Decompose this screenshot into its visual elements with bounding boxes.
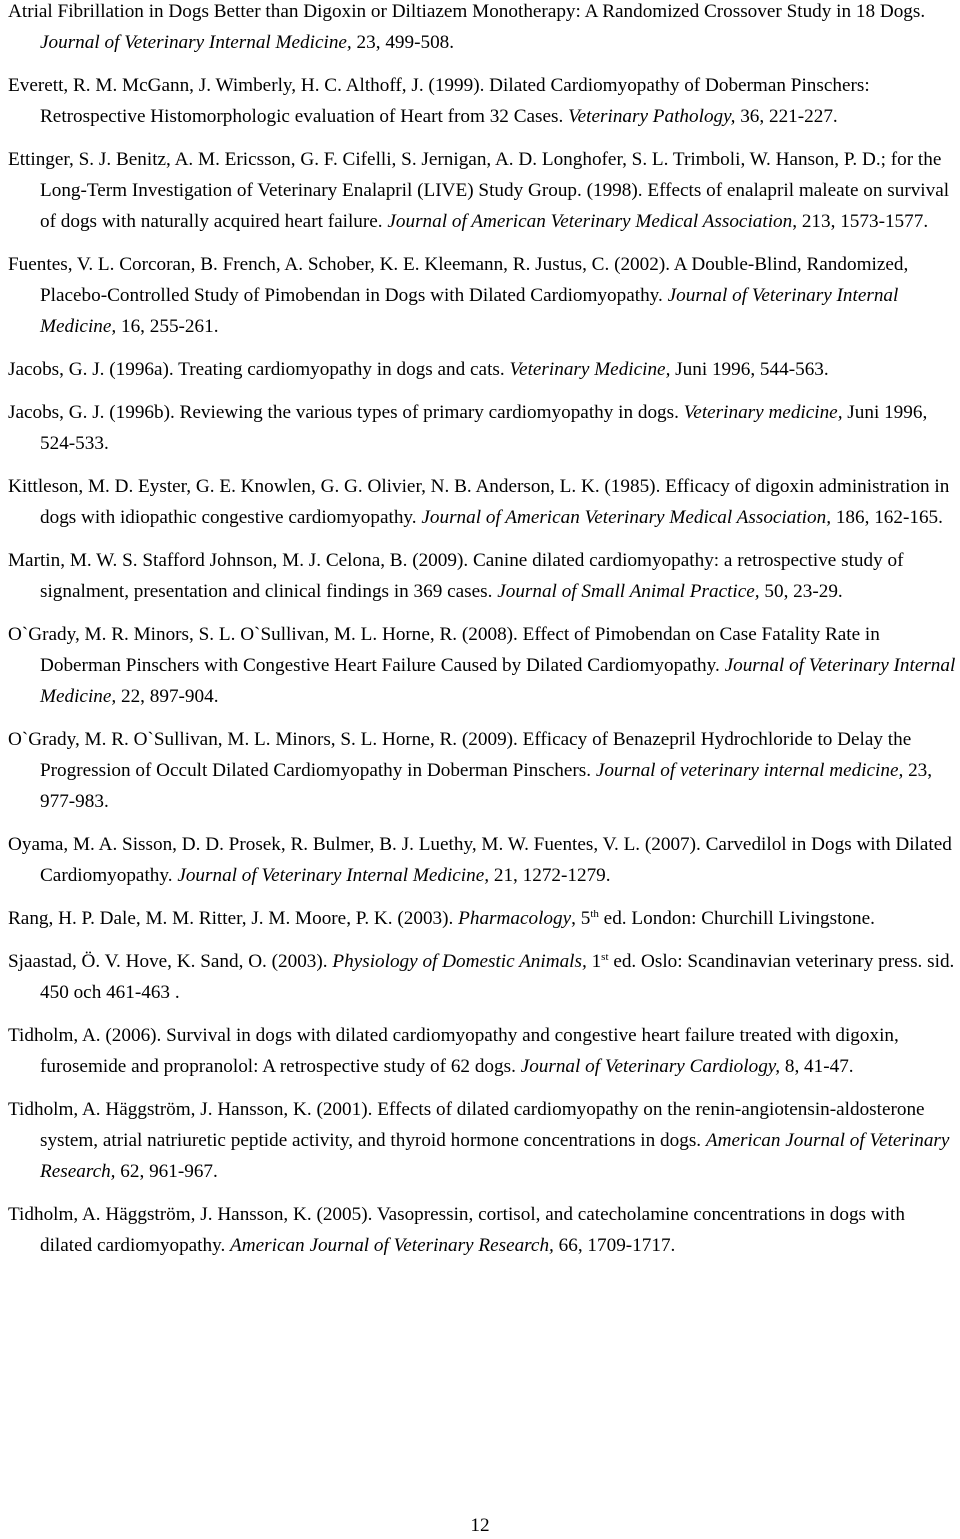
reference-text: O`Grady, M. R. Minors, S. L. O`Sullivan, M. L. Horne, R. (2008). Effect of Pimobendan on Case Fatality Rate in Doberman Pinschers with Congestive Heart Failure Caused by Dilated Cardiomyopathy.	[8, 624, 880, 676]
journal-title: Veterinary Pathology,	[568, 106, 736, 127]
reference-details: , 5	[571, 908, 591, 929]
journal-title: Journal of American Veterinary Medical Association,	[421, 507, 832, 528]
reference-item	[8, 619, 956, 712]
reference-item	[8, 354, 956, 385]
reference-details: 16, 255-261.	[116, 316, 219, 337]
reference-details: 1	[586, 951, 602, 972]
reference-item	[8, 471, 956, 533]
reference-text: Tidholm, A. Häggström, J. Hansson, K. (2005). Vasopressin, cortisol, and catecholamine concentrations in dogs with dilated cardiomyopathy.	[8, 1204, 905, 1256]
reference-text: Tidholm, A. (2006). Survival in dogs with dilated cardiomyopathy and congestive heart failure treated with digoxin, furosemide and propranolol: A retrospective study of 62 dogs.	[8, 1025, 899, 1077]
reference-text: Fuentes, V. L. Corcoran, B. French, A. Schober, K. E. Kleemann, R. Justus, C. (2002). A Double-Blind, Randomized, Placebo-Controlled Study of Pimobendan in Dogs with Dilated Cardiomyopathy.	[8, 254, 909, 306]
reference-text: Sjaastad, Ö. V. Hove, K. Sand, O. (2003).	[8, 951, 333, 972]
reference-text: Jacobs, G. J. (1996b). Reviewing the various types of primary cardiomyopathy in dogs.	[8, 402, 684, 423]
reference-details: 23, 499-508.	[351, 32, 455, 53]
journal-title: American Journal of Veterinary Research,	[230, 1235, 554, 1256]
reference-text: Rang, H. P. Dale, M. M. Ritter, J. M. Moore, P. K. (2003).	[8, 908, 459, 929]
reference-details: 8, 41-47.	[780, 1056, 854, 1077]
reference-details-continued: ed. London: Churchill Livingstone.	[598, 908, 875, 929]
reference-details: 36, 221-227.	[735, 106, 838, 127]
reference-item	[8, 0, 956, 58]
reference-details: Juni 1996, 524-533.	[40, 402, 928, 454]
reference-item	[8, 724, 956, 817]
journal-title: Journal of American Veterinary Medical Association	[387, 211, 793, 232]
reference-item	[8, 545, 956, 607]
journal-title: Pharmacology	[458, 908, 572, 929]
reference-details-continued: ed. Oslo: Scandinavian veterinary press. sid. 450 och 461-463 .	[40, 951, 955, 1003]
reference-item	[8, 249, 956, 342]
reference-item	[8, 829, 956, 891]
reference-details: 186, 162-165.	[831, 507, 943, 528]
reference-text: O`Grady, M. R. O`Sullivan, M. L. Minors, S. L. Horne, R. (2009). Efficacy of Benazepril Hydrochloride to Delay the Progression of Occult Dilated Cardiomyopathy in Doberman Pinschers.	[8, 729, 912, 781]
page-number: 12	[470, 1515, 490, 1536]
reference-text: Ettinger, S. J. Benitz, A. M. Ericsson, G. F. Cifelli, S. Jernigan, A. D. Longhofer, S. L. Trimboli, W. Hanson, P. D.; for the Long-Term Investigation of Veterinary Enalapril (LIVE) Study Group. (1998). Effects of enalapril maleate on survival of dogs with naturally acquired heart failure.	[8, 149, 950, 232]
journal-title: Journal of Veterinary Cardiology,	[520, 1056, 781, 1077]
journal-title: Veterinary medicine,	[683, 402, 843, 423]
journal-title: Veterinary Medicine,	[509, 359, 671, 380]
reference-details: 22, 897-904.	[116, 686, 219, 707]
journal-title: American Journal of Veterinary Research,	[40, 1130, 950, 1182]
reference-item	[8, 397, 956, 459]
reference-text: Oyama, M. A. Sisson, D. D. Prosek, R. Bulmer, B. J. Luethy, M. W. Fuentes, V. L. (2007). Carvedilol in Dogs with Dilated Cardiomyopathy.	[8, 834, 952, 886]
reference-details: 50, 23-29.	[759, 581, 843, 602]
journal-title: Journal of Veterinary Internal Medicine,	[40, 655, 956, 707]
reference-item	[8, 903, 956, 934]
reference-details: 62, 961-967.	[115, 1161, 218, 1182]
journal-title: Journal of veterinary internal medicine,	[595, 760, 904, 781]
reference-details: 66, 1709-1717.	[553, 1235, 676, 1256]
reference-details: 23, 977-983.	[40, 760, 933, 812]
reference-list	[8, 0, 956, 1273]
reference-text: Jacobs, G. J. (1996a). Treating cardiomyopathy in dogs and cats.	[8, 359, 510, 380]
reference-text: Kittleson, M. D. Eyster, G. E. Knowlen, G. G. Olivier, N. B. Anderson, L. K. (1985). Efficacy of digoxin administration in dogs with idiopathic congestive cardiomyopathy.	[8, 476, 950, 528]
reference-text: Martin, M. W. S. Stafford Johnson, M. J. Celona, B. (2009). Canine dilated cardiomyopathy: a retrospective study of signalment, presentation and clinical findings in 369 cases.	[8, 550, 904, 602]
journal-title: Physiology of Domestic Animals,	[332, 951, 587, 972]
reference-item	[8, 946, 956, 1008]
reference-item	[8, 144, 956, 237]
journal-title: Journal of Small Animal Practice,	[497, 581, 760, 602]
reference-item	[8, 70, 956, 132]
reference-details: , 213, 1573-1577.	[792, 211, 929, 232]
reference-text: Atrial Fibrillation in Dogs Better than Digoxin or Diltiazem Monotherapy: A Randomized Crossover Study in 18 Dogs.	[8, 1, 926, 22]
journal-title: Journal of Veterinary Internal Medicine,	[40, 32, 352, 53]
journal-title: Journal of Veterinary Internal Medicine,	[40, 285, 899, 337]
reference-details: 21, 1272-1279.	[489, 865, 611, 886]
edition-superscript: th	[590, 908, 599, 920]
reference-text: Everett, R. M. McGann, J. Wimberly, H. C. Althoff, J. (1999). Dilated Cardiomyopathy of Doberman Pinschers: Retrospective Histomorphologic evaluation of Heart from 32 Cases.	[8, 75, 870, 127]
journal-title: Journal of Veterinary Internal Medicine,	[177, 865, 490, 886]
reference-item	[8, 1094, 956, 1187]
reference-details: Juni 1996, 544-563.	[670, 359, 829, 380]
reference-item	[8, 1199, 956, 1261]
reference-text: Tidholm, A. Häggström, J. Hansson, K. (2001). Effects of dilated cardiomyopathy on the renin-angiotensin-aldosterone system, atrial natriuretic peptide activity, and thyroid hormone concentrations in dogs.	[8, 1099, 925, 1151]
reference-item	[8, 1020, 956, 1082]
edition-superscript: st	[601, 951, 609, 963]
